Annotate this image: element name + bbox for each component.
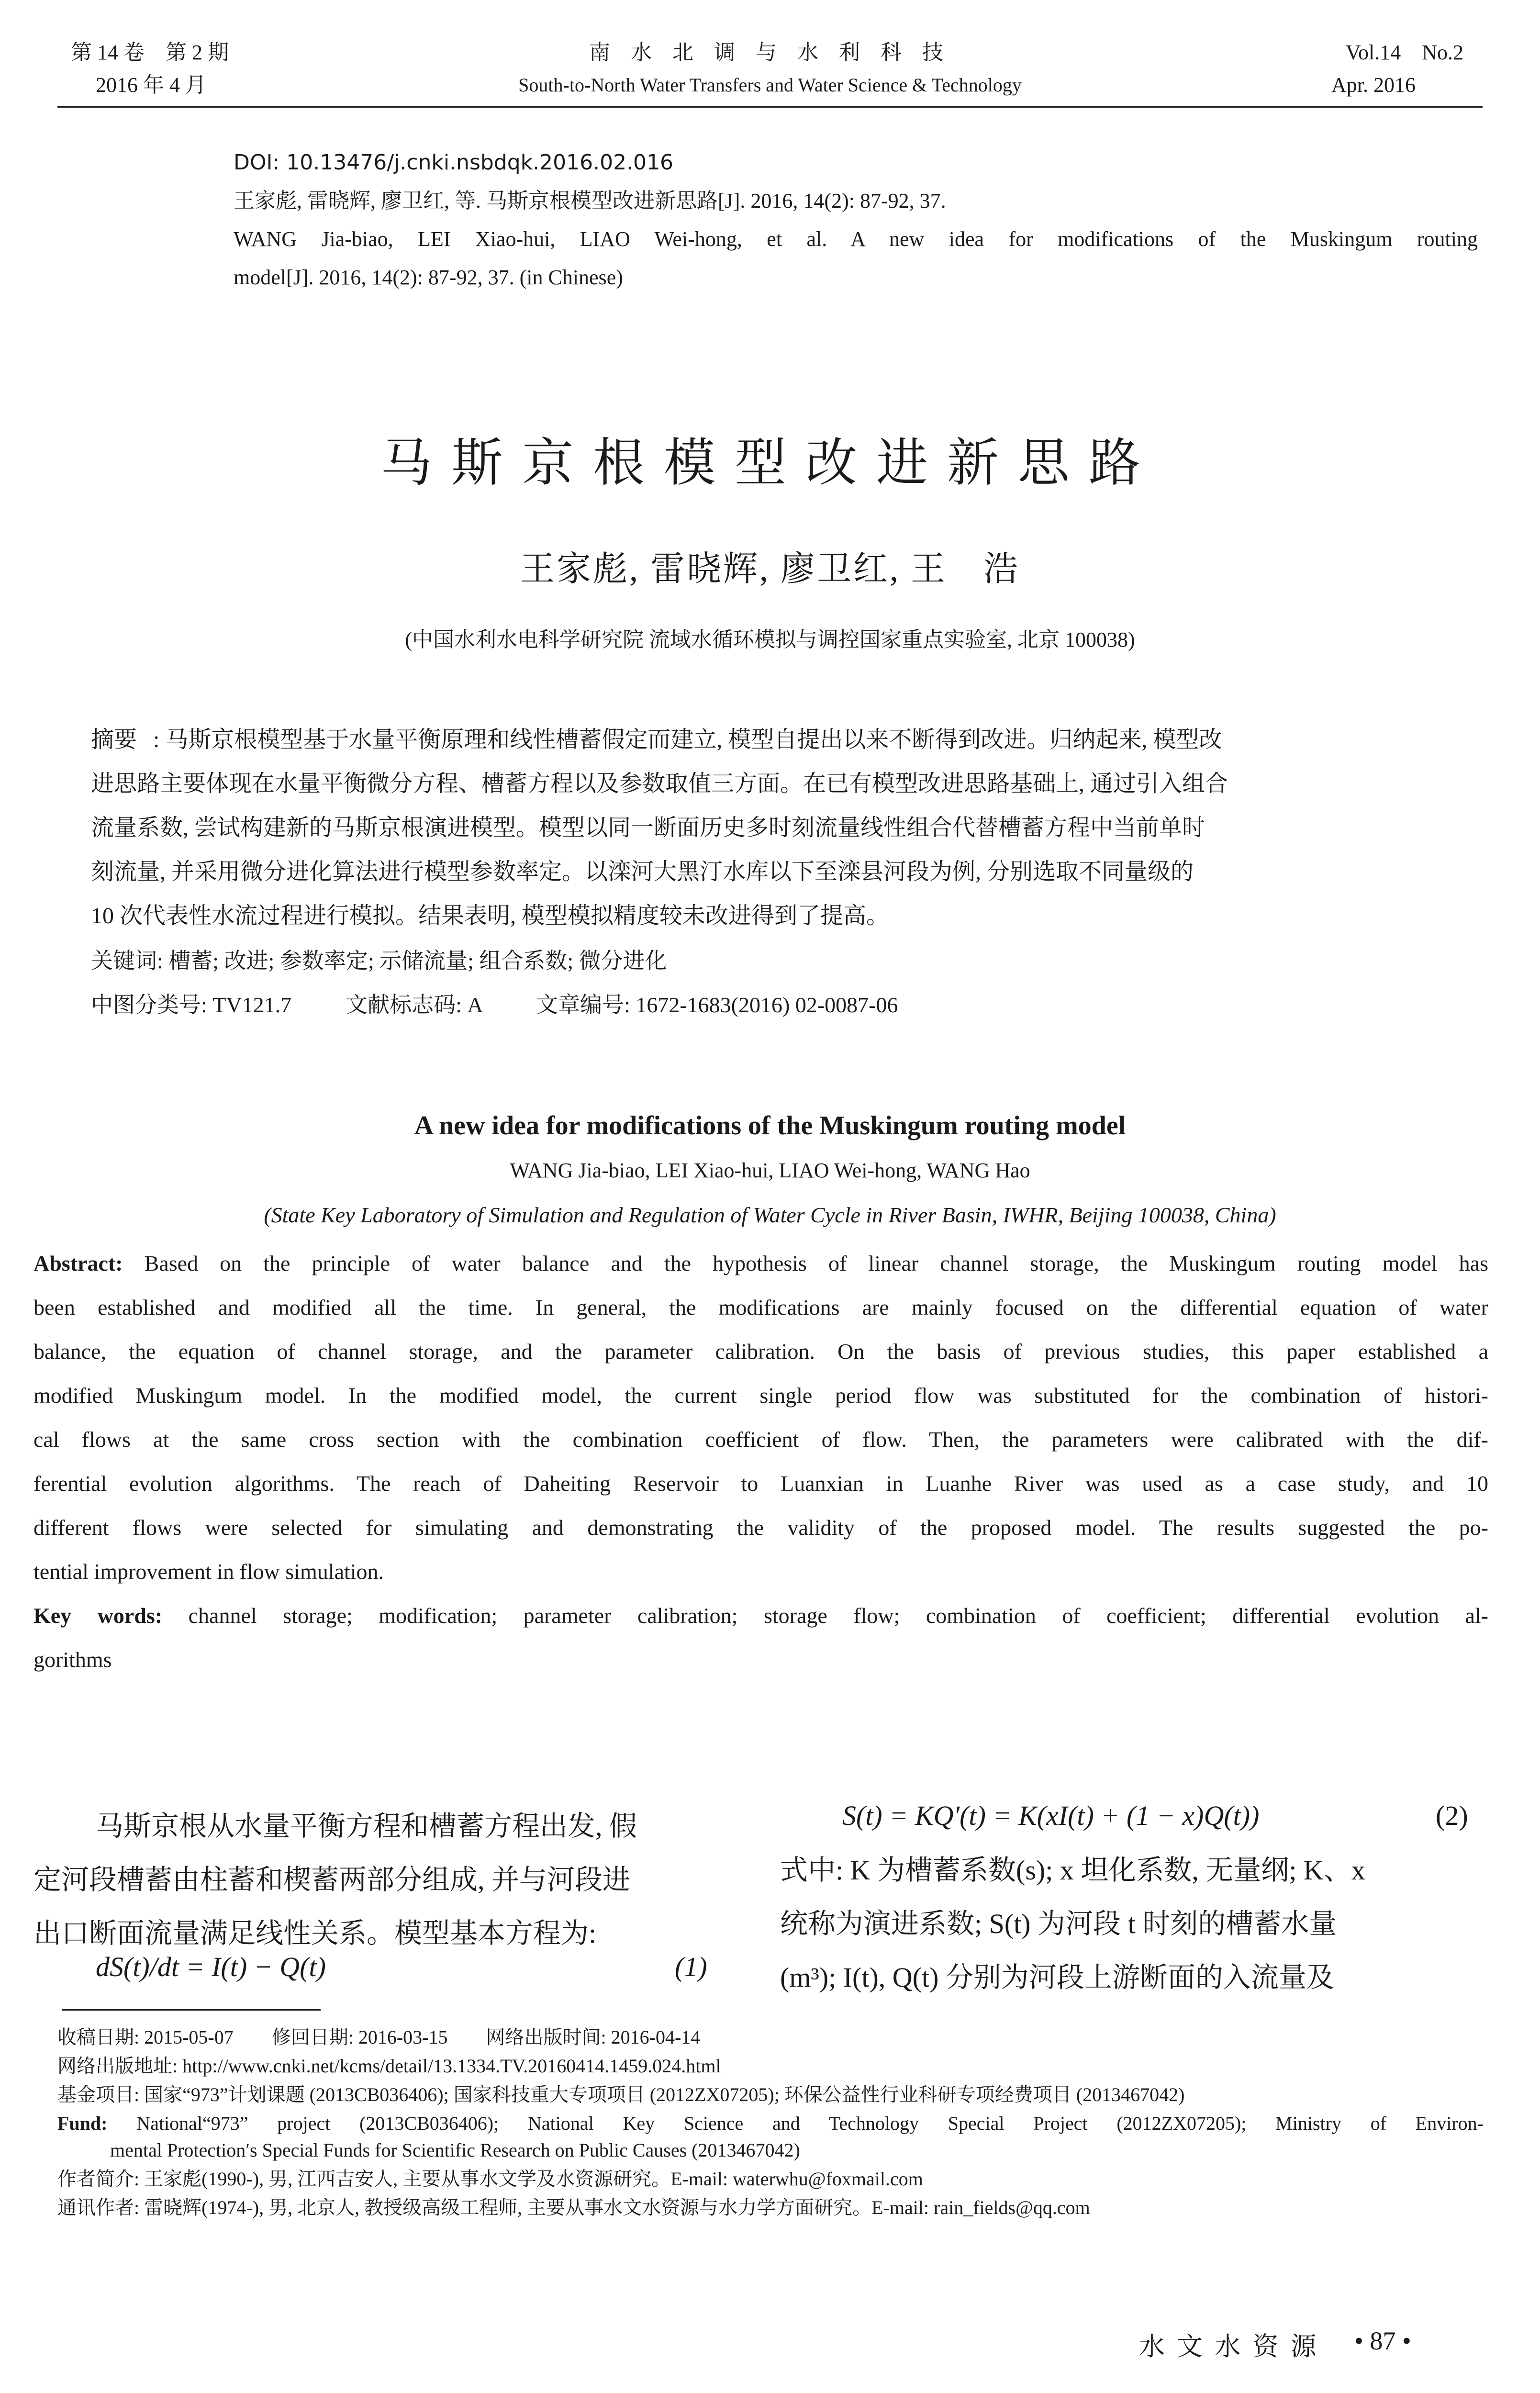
affiliation-en: (State Key Laboratory of Simulation and Regulation of Water Cycle in River Basin, IWHR, Beijing 100038, China)	[264, 1203, 1276, 1227]
doi[interactable]: DOI: 10.13476/j.cnki.nsbdqk.2016.02.016	[234, 150, 674, 175]
footnote-fund-cn: 基金项目: 国家“973”计划课题 (2013CB036406); 国家科技重大专项项目 (2012ZX07205); 环保公益性行业科研专项经费项目 (2013467042)	[57, 2084, 1185, 2105]
abstract-en-line-2: been established and modified all the time. In general, the modifications are mainly focused on the differential equation of water	[33, 1295, 1488, 1320]
footnote-fund-en-line-2: mental Protection′s Special Funds for Scientific Research on Public Causes (2013467042)	[110, 2139, 800, 2161]
body-left-line-2: 定河段槽蓄由柱蓄和楔蓄两部分组成, 并与河段进	[33, 1864, 631, 1895]
footnote-fund-en-line-1	[57, 2111, 1484, 2136]
keywords-cn	[91, 939, 1445, 983]
date-cn: 2016 年 4 月	[96, 73, 206, 97]
abstract-en-line-8: tential improvement in flow simulation.	[33, 1559, 384, 1584]
citation-cn: 王家彪, 雷晓辉, 廖卫红, 等. 马斯京根模型改进新思路[J]. 2016, 14(2): 87-92, 37.	[234, 189, 946, 212]
body-right-line-2: 统称为演进系数; S(t) 为河段 t 时刻的槽蓄水量	[780, 1908, 1337, 1939]
article-id-value: : 1672-1683(2016) 02-0087-06	[624, 993, 898, 1017]
volume-issue-cn: 第 14 卷 第 2 期	[71, 41, 229, 64]
fund-en-text-1: National“973” project (2013CB036406); National Key Science and Technology Special Project (2012ZX07205); Ministry of Environ-	[136, 2113, 1484, 2134]
doc-code-label: 文献标志码	[346, 993, 456, 1017]
date-en: Apr. 2016	[1331, 73, 1416, 97]
classification-cn	[91, 983, 1445, 1027]
body-right-line-3: (m³); I(t), Q(t) 分别为河段上游断面的入流量及	[780, 1962, 1334, 1993]
keywords-en-label: Key words:	[33, 1603, 163, 1628]
abstract-cn-label: 摘要	[91, 727, 137, 752]
footnote-dates: 收稿日期: 2015-05-07 修回日期: 2016-03-15 网络出版时间: 2016-04-14	[57, 2026, 701, 2048]
journal-name-en: South-to-North Water Transfers and Water Science & Technology	[518, 74, 1022, 96]
title-cn: 马斯京根模型改进新思路	[380, 435, 1160, 492]
journal-name-cn: 南 水 北 调 与 水 利 科 技	[589, 41, 951, 64]
abstract-en-line-6: ferential evolution algorithms. The reach of Daheiting Reservoir to Luanxian in Luanhe River was used as a case study, and 10	[33, 1471, 1488, 1496]
clc-value: : TV121.7	[201, 993, 292, 1017]
footnote-rule	[62, 2009, 321, 2011]
volume-issue-en: Vol.14 No.2	[1345, 41, 1463, 64]
abstract-cn-text: : 马斯京根模型基于水量平衡原理和线性槽蓄假定而建立, 模型自提出以来不断得到改进。归纳起来, 模型改	[153, 727, 1222, 752]
authors-en: WANG Jia-biao, LEI Xiao-hui, LIAO Wei-hong, WANG Hao	[510, 1159, 1030, 1182]
footnote-url[interactable]: 网络出版地址: http://www.cnki.net/kcms/detail/13.1334.TV.20160414.1459.024.html	[57, 2055, 721, 2077]
abstract-cn-line-4: 刻流量, 并采用微分进化算法进行模型参数率定。以滦河大黑汀水库以下至滦县河段为例, 分别选取不同量级的	[91, 859, 1194, 884]
abstract-en-line-7: different flows were selected for simulating and demonstrating the validity of the proposed model. The results suggested the po-	[33, 1515, 1488, 1540]
clc-label: 中图分类号	[91, 993, 201, 1017]
abstract-en-text-1: Based on the principle of water balance and the hypothesis of linear channel storage, the Muskingum routing model has	[144, 1251, 1488, 1275]
equation-2: S(t) = KQ′(t) = K(xI(t) + (1 − x)Q(t))	[842, 1800, 1260, 1831]
abstract-cn-line-2: 进思路主要体现在水量平衡微分方程、槽蓄方程以及参数取值三方面。在已有模型改进思路基础上, 通过引入组合	[91, 771, 1228, 796]
abstract-en-label: Abstract:	[33, 1251, 123, 1275]
page-number: • 87 •	[1354, 2326, 1411, 2355]
header-rule	[57, 106, 1483, 108]
abstract-en-line-4: modified Muskingum model. In the modified model, the current single period flow was substituted for the combination of histori-	[33, 1383, 1488, 1408]
abstract-cn-line-3: 流量系数, 尝试构建新的马斯京根演进模型。模型以同一断面历史多时刻流量线性组合代替槽蓄方程中当前单时	[91, 815, 1205, 840]
keywords-en-line-1	[33, 1594, 1488, 1638]
equation-1: dS(t)/dt = I(t) − Q(t)	[96, 1951, 326, 1982]
body-left-line-1: 马斯京根从水量平衡方程和槽蓄方程出发, 假	[96, 1811, 637, 1842]
footnote-author-1: 作者简介: 王家彪(1990-), 男, 江西吉安人, 主要从事水文学及水资源研究。E-mail: waterwhu@foxmail.com	[57, 2168, 923, 2190]
article-id-label: 文章编号	[536, 993, 625, 1017]
affiliation-cn: (中国水利水电科学研究院 流域水循环模拟与调控国家重点实验室, 北京 100038)	[405, 628, 1135, 651]
abstract-cn-line-1	[91, 718, 1445, 762]
abstract-cn-line-5: 10 次代表性水流过程进行模拟。结果表明, 模型模拟精度较未改进得到了提高。	[91, 903, 890, 928]
authors-cn: 王家彪, 雷晓辉, 廖卫红, 王 浩	[520, 550, 1020, 588]
doc-code-value: : A	[456, 993, 482, 1017]
citation-en-line2: model[J]. 2016, 14(2): 87-92, 37. (in Chinese)	[234, 266, 623, 289]
abstract-en-line-5: cal flows at the same cross section with the combination coefficient of flow. Then, the parameters were calibrated with the dif-	[33, 1427, 1488, 1452]
footer-section: 水 文 水 资 源	[1139, 2331, 1318, 2361]
keywords-en-text-1: channel storage; modification; parameter calibration; storage flow; combination of coefficient; differential evolution al-	[188, 1603, 1488, 1628]
abstract-en-line-3: balance, the equation of channel storage, and the parameter calibration. On the basis of previous studies, this paper established a	[33, 1339, 1488, 1364]
keywords-en-line-2: gorithms	[33, 1647, 112, 1672]
citation-en-line1: WANG Jia-biao, LEI Xiao-hui, LIAO Wei-hong, et al. A new idea for modifications of the Muskingum routing	[234, 227, 1478, 251]
keywords-cn-label: 关键词	[91, 949, 157, 973]
equation-1-number: (1)	[675, 1951, 707, 1982]
fund-en-label: Fund:	[57, 2113, 108, 2134]
keywords-cn-text: : 槽蓄; 改进; 参数率定; 示储流量; 组合系数; 微分进化	[157, 949, 667, 973]
title-en: A new idea for modifications of the Muskingum routing model	[414, 1111, 1126, 1141]
footnote-corresponding-author: 通讯作者: 雷晓辉(1974-), 男, 北京人, 教授级高级工程师, 主要从事水文水资源与水力学方面研究。E-mail: rain_fields@qq.com	[57, 2197, 1090, 2218]
body-left-line-3: 出口断面流量满足线性关系。模型基本方程为:	[33, 1918, 597, 1949]
equation-2-number: (2)	[1436, 1800, 1468, 1831]
body-right-line-1: 式中: K 为槽蓄系数(s); x 坦化系数, 无量纲; K、x	[780, 1855, 1365, 1886]
abstract-en-line-1	[33, 1241, 1488, 1286]
